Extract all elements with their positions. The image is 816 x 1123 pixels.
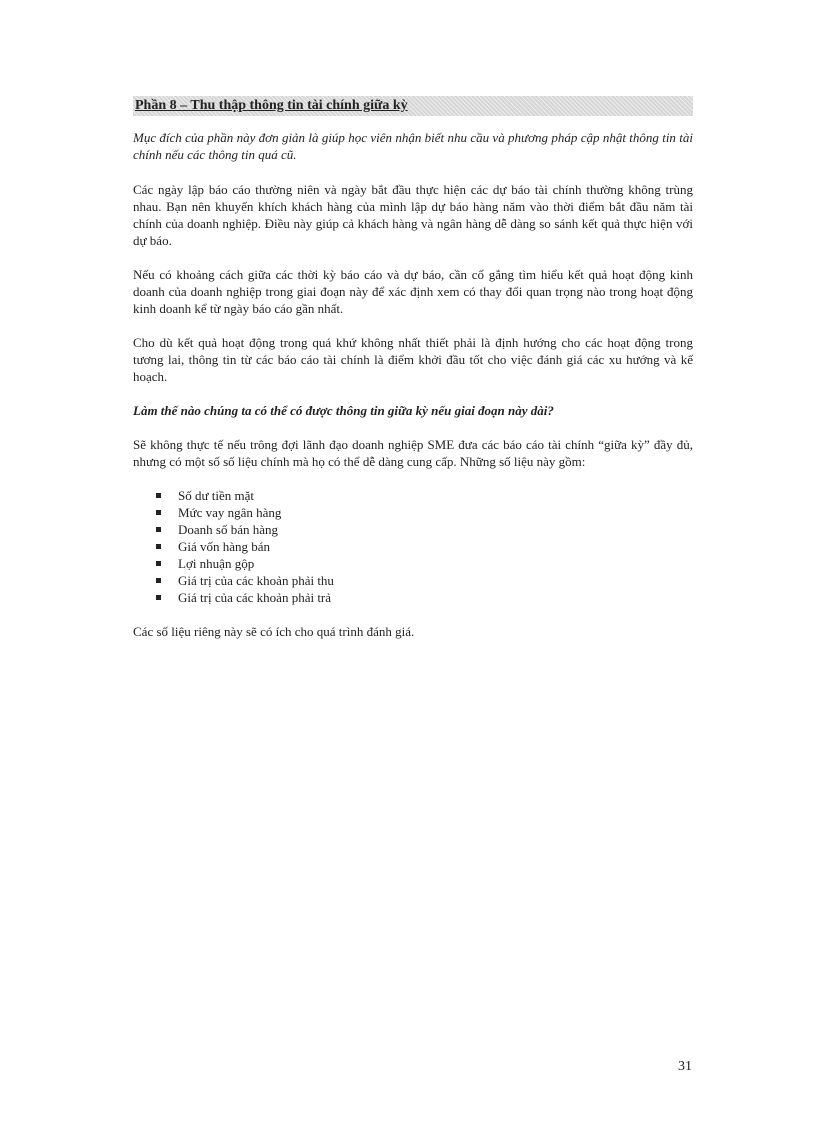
section-heading-text: Phần 8 – Thu thập thông tin tài chính giữa kỳ	[135, 98, 408, 113]
body-paragraph-1: Các ngày lập báo cáo thường niên và ngày bắt đầu thực hiện các dự báo tài chính thường không trùng nhau. Bạn nên khuyến khích khách hàng của mình lập dự báo hàng năm vào thời điểm bắt đầu năm tài chính của doanh nghiệp. Điều này giúp cả khách hàng và ngân hàng dễ dàng so sánh kết quả thực hiện với dự báo.	[133, 182, 693, 248]
list-item-text: Giá vốn hàng bán	[178, 539, 271, 554]
document-page	[133, 96, 693, 657]
list-item-text: Mức vay ngân hàng	[178, 505, 282, 520]
list-item	[156, 589, 693, 606]
list-item-text: Lợi nhuận gộp	[178, 556, 255, 571]
intro-paragraph: Mục đích của phần này đơn giản là giúp học viên nhận biết nhu cầu và phương pháp cập nhật thông tin tài chính nếu các thông tin quá cũ.	[133, 130, 693, 162]
list-item	[156, 538, 693, 555]
list-item	[156, 521, 693, 538]
list-item	[156, 555, 693, 572]
list-item	[156, 572, 693, 589]
list-item	[156, 487, 693, 504]
square-bullet-icon	[156, 544, 161, 549]
list-item-text: Doanh số bán hàng	[178, 522, 279, 537]
square-bullet-icon	[156, 595, 161, 600]
body-paragraph-3: Cho dù kết quả hoạt động trong quá khứ không nhất thiết phải là định hướng cho các hoạt động trong tương lai, thông tin từ các báo cáo tài chính là điểm khởi đầu tốt cho việc đánh giá các xu hướng và kế hoạch.	[133, 335, 693, 384]
list-item-text: Số dư tiền mặt	[178, 488, 255, 503]
square-bullet-icon	[156, 578, 161, 583]
square-bullet-icon	[156, 510, 161, 515]
list-item	[156, 504, 693, 521]
square-bullet-icon	[156, 527, 161, 532]
section-heading	[133, 96, 693, 116]
list-item-text: Giá trị của các khoản phải thu	[178, 573, 334, 588]
square-bullet-icon	[156, 561, 161, 566]
list-intro-paragraph: Sẽ không thực tế nếu trông đợi lãnh đạo doanh nghiệp SME đưa các báo cáo tài chính “giữa kỳ” đầy đủ, nhưng có một số số liệu chính mà họ có thể dễ dàng cung cấp. Những số liệu này gồm:	[133, 437, 693, 469]
metrics-bullet-list	[133, 487, 693, 606]
list-item-text: Giá trị của các khoản phải trả	[178, 590, 332, 605]
page-number: 31	[678, 1059, 692, 1074]
closing-paragraph: Các số liệu riêng này sẽ có ích cho quá trình đánh giá.	[133, 624, 415, 639]
square-bullet-icon	[156, 493, 161, 498]
body-paragraph-2: Nếu có khoảng cách giữa các thời kỳ báo cáo và dự báo, cần cố gắng tìm hiểu kết quả hoạt động kinh doanh của doanh nghiệp trong giai đoạn này để xác định xem có thay đổi quan trọng nào trong hoạt động kinh doanh kể từ ngày báo cáo gần nhất.	[133, 267, 693, 316]
question-subheading: Làm thế nào chúng ta có thể có được thông tin giữa kỳ nếu giai đoạn này dài?	[133, 403, 554, 418]
